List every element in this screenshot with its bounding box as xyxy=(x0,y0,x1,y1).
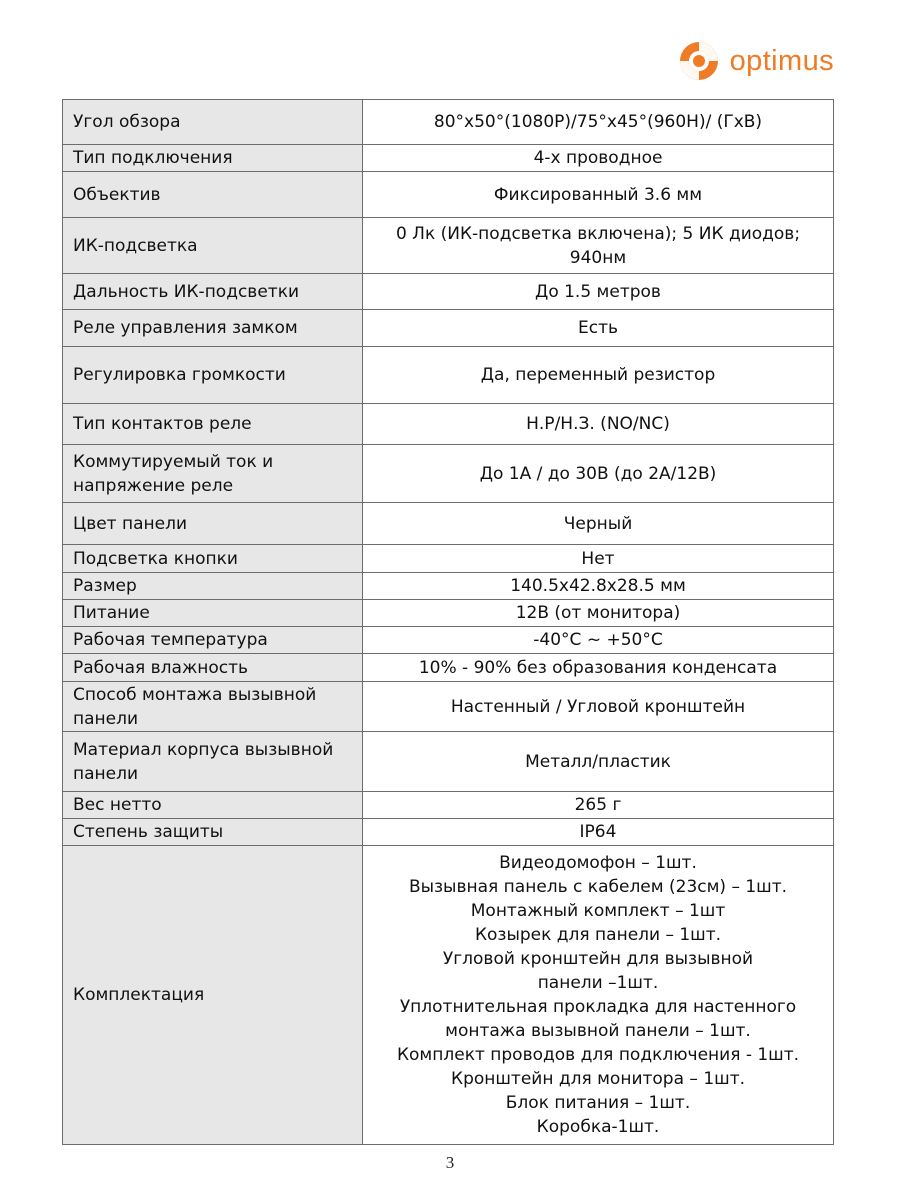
table-row xyxy=(63,404,834,445)
page-number: 3 xyxy=(445,1153,455,1172)
spec-value: До 1.5 метров xyxy=(363,274,834,310)
spec-label: Питание xyxy=(63,600,363,627)
table-row xyxy=(63,545,834,573)
spec-value: До 1А / до 30В (до 2А/12В) xyxy=(363,445,834,503)
table-row xyxy=(63,819,834,846)
spec-value: 140.5x42.8x28.5 мм xyxy=(363,573,834,600)
spec-value: 80°x50°(1080P)/75°x45°(960H)/ (ГxВ) xyxy=(363,100,834,145)
spec-label: Дальность ИК-подсветки xyxy=(63,274,363,310)
spec-value: Да, переменный резистор xyxy=(363,347,834,404)
table-row xyxy=(63,503,834,545)
spec-label: Степень защиты xyxy=(63,819,363,846)
spec-value: Фиксированный 3.6 мм xyxy=(363,172,834,218)
table-row xyxy=(63,445,834,503)
table-row xyxy=(63,274,834,310)
spec-table xyxy=(62,99,834,1145)
spec-value: Есть xyxy=(363,310,834,347)
spec-label: Объектив xyxy=(63,172,363,218)
table-row xyxy=(63,732,834,792)
spec-label: Размер xyxy=(63,573,363,600)
table-row xyxy=(63,218,834,274)
spec-label: Угол обзора xyxy=(63,100,363,145)
spec-label: Рабочая температура xyxy=(63,627,363,654)
table-row xyxy=(63,100,834,145)
spec-label: Реле управления замком xyxy=(63,310,363,347)
spec-label: Тип контактов реле xyxy=(63,404,363,445)
table-row xyxy=(63,627,834,654)
table-row xyxy=(63,792,834,819)
table-row xyxy=(63,172,834,218)
spec-label: Способ монтажа вызывной панели xyxy=(63,682,363,732)
spec-label: Вес нетто xyxy=(63,792,363,819)
spec-value: 12В (от монитора) xyxy=(363,600,834,627)
spec-label: ИК-подсветка xyxy=(63,218,363,274)
spec-value: 0 Лк (ИК-подсветка включена); 5 ИК диодов; 940нм xyxy=(363,218,834,274)
spec-value: Настенный / Угловой кронштейн xyxy=(363,682,834,732)
brand-logo xyxy=(678,40,834,82)
spec-value: IP64 xyxy=(363,819,834,846)
spec-value: 10% - 90% без образования конденсата xyxy=(363,654,834,682)
table-row xyxy=(63,347,834,404)
table-row xyxy=(63,600,834,627)
spec-value: Н.Р/Н.З. (NO/NC) xyxy=(363,404,834,445)
spec-label: Комплектация xyxy=(63,846,363,1145)
spec-value: -40°С ~ +50°С xyxy=(363,627,834,654)
table-row xyxy=(63,145,834,172)
spec-label: Цвет панели xyxy=(63,503,363,545)
table-row xyxy=(63,573,834,600)
spec-label: Рабочая влажность xyxy=(63,654,363,682)
table-row xyxy=(63,310,834,347)
spec-value: Металл/пластик xyxy=(363,732,834,792)
table-row xyxy=(63,654,834,682)
spec-label: Подсветка кнопки xyxy=(63,545,363,573)
spec-value: Нет xyxy=(363,545,834,573)
spec-value: Видеодомофон – 1шт. Вызывная панель с кабелем (23см) – 1шт. Монтажный комплект – 1шт Козырек для панели – 1шт. Угловой кронштейн для вызывной панели –1шт. Уплотнительная прокладка для настенного монтажа вызывной панели – 1шт. Комплект проводов для подключения - 1шт. Кронштейн для монитора – 1шт. Блок питания – 1шт. Коробка-1шт. xyxy=(363,846,834,1145)
table-row xyxy=(63,846,834,1145)
spec-label: Регулировка громкости xyxy=(63,347,363,404)
spec-label: Материал корпуса вызывной панели xyxy=(63,732,363,792)
table-row xyxy=(63,682,834,732)
spec-label: Коммутируемый ток и напряжение реле xyxy=(63,445,363,503)
spec-value: 4-х проводное xyxy=(363,145,834,172)
optimus-logo-icon xyxy=(678,40,720,82)
spec-label: Тип подключения xyxy=(63,145,363,172)
spec-value: 265 г xyxy=(363,792,834,819)
brand-name: optimus xyxy=(729,44,834,77)
spec-value: Черный xyxy=(363,503,834,545)
